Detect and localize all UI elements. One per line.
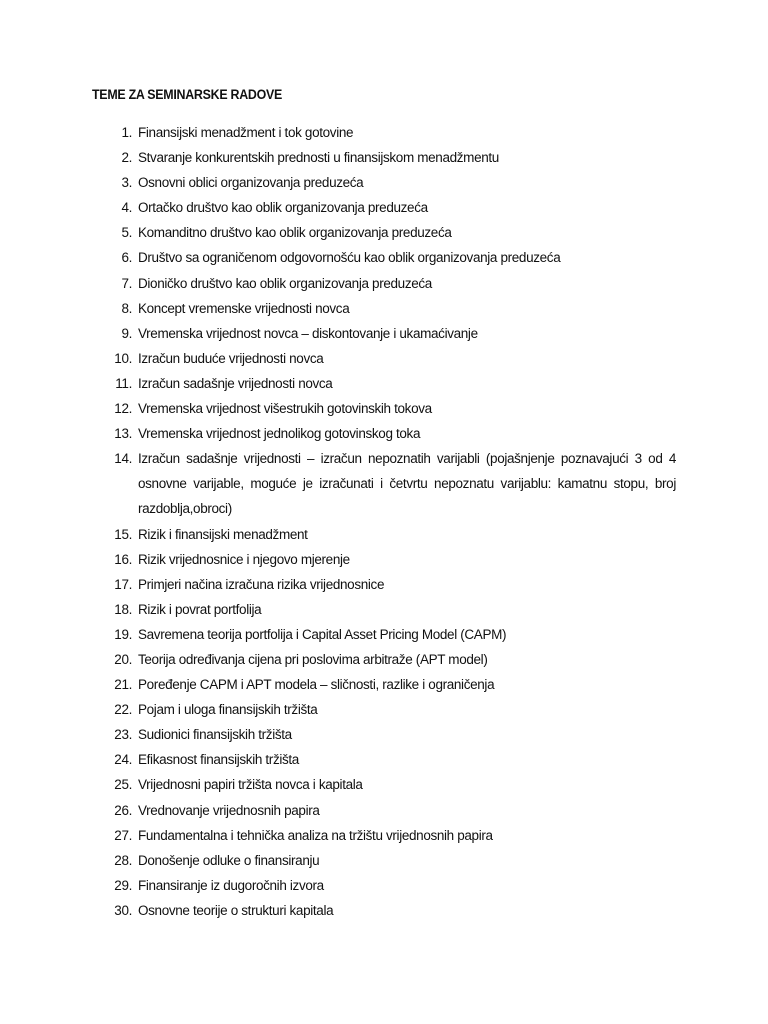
topic-item <box>104 220 676 245</box>
topic-text: Savremena teorija portfolija i Capital Asset Pricing Model (CAPM) <box>138 626 507 642</box>
topic-text: Dioničko društvo kao oblik organizovanja preduzeća <box>138 275 432 291</box>
topic-item <box>104 772 676 797</box>
topic-text: Koncept vremenske vrijednosti novca <box>138 300 350 316</box>
topic-item <box>104 747 676 772</box>
topic-item <box>104 873 676 898</box>
topic-text: Društvo sa ograničenom odgovornošću kao oblik organizovanja preduzeća <box>138 250 561 266</box>
topic-text: Osnovne teorije o strukturi kapitala <box>138 902 334 918</box>
document-title: TEME ZA SEMINARSKE RADOVE <box>92 87 283 102</box>
topic-number: 23. <box>114 727 132 743</box>
topic-number: 6. <box>121 250 132 266</box>
topic-item <box>104 597 676 622</box>
topic-number: 3. <box>121 175 132 191</box>
topic-number: 27. <box>114 827 132 843</box>
topic-number: 2. <box>121 150 132 166</box>
topic-item <box>104 145 676 170</box>
topic-text: Sudionici finansijskih tržišta <box>138 727 292 743</box>
topic-text: Osnovni oblici organizovanja preduzeća <box>138 175 364 191</box>
topic-item <box>104 848 676 873</box>
topic-text: Vremenska vrijednost višestrukih gotovinskih tokova <box>138 401 432 417</box>
topic-number: 22. <box>114 702 132 718</box>
topic-number: 5. <box>121 225 132 241</box>
topic-number: 13. <box>114 426 132 442</box>
topic-item <box>104 672 676 697</box>
topic-text: Izračun sadašnje vrijednosti novca <box>138 375 333 391</box>
topic-text: Efikasnost finansijskih tržišta <box>138 752 299 768</box>
topic-text: Stvaranje konkurentskih prednosti u finansijskom menadžmentu <box>138 150 499 166</box>
topic-number: 28. <box>114 852 132 868</box>
topic-number: 8. <box>121 300 132 316</box>
topic-text: Finansiranje iz dugoročnih izvora <box>138 877 324 893</box>
topic-item <box>104 296 676 321</box>
topic-item <box>104 245 676 270</box>
topic-text: Poređenje CAPM i APT modela – sličnosti, razlike i ograničenja <box>138 677 495 693</box>
topic-item <box>104 421 676 446</box>
topic-text: Fundamentalna i tehnička analiza na tržištu vrijednosnih papira <box>138 827 493 843</box>
topic-number: 7. <box>121 275 132 291</box>
topic-number: 21. <box>114 677 132 693</box>
topic-item <box>104 898 676 923</box>
topic-text: Finansijski menadžment i tok gotovine <box>138 125 354 140</box>
topic-item <box>104 120 676 145</box>
topic-number: 18. <box>114 601 132 617</box>
topic-text: Teorija određivanja cijena pri poslovima arbitraže (APT model) <box>138 651 488 667</box>
topic-text: Izračun sadašnje vrijednosti – izračun nepoznatih varijabli (pojašnjenje poznavajući 3 od 4 osnovne varijable, moguće je izračunati i četvrtu nepoznatu varijablu: kamatnu stopu, broj razdoblja,obroci) <box>138 451 676 517</box>
topic-text: Pojam i uloga finansijskih tržišta <box>138 702 318 718</box>
topic-item <box>104 823 676 848</box>
topic-item <box>104 446 676 521</box>
topic-number: 19. <box>114 626 132 642</box>
topic-item <box>104 371 676 396</box>
topic-text: Vrijednosni papiri tržišta novca i kapitala <box>138 777 363 793</box>
topic-item <box>104 321 676 346</box>
topic-number: 26. <box>114 802 132 818</box>
topic-number: 10. <box>114 350 132 366</box>
topic-item <box>104 271 676 296</box>
topic-number: 15. <box>114 526 132 542</box>
topic-number: 24. <box>114 752 132 768</box>
topic-text: Rizik vrijednosnice i njegovo mjerenje <box>138 551 350 567</box>
topic-item <box>104 572 676 597</box>
topic-item <box>104 396 676 421</box>
topic-item <box>104 647 676 672</box>
topic-item <box>104 346 676 371</box>
topic-number: 20. <box>114 651 132 667</box>
topic-item <box>104 697 676 722</box>
topic-item <box>104 722 676 747</box>
topic-text: Vrednovanje vrijednosnih papira <box>138 802 320 818</box>
topic-number: 9. <box>121 325 132 341</box>
topic-text: Izračun buduće vrijednosti novca <box>138 350 324 366</box>
topic-number: 17. <box>114 576 132 592</box>
topic-item <box>104 195 676 220</box>
topic-number: 29. <box>114 877 132 893</box>
topic-number: 16. <box>114 551 132 567</box>
topic-text: Primjeri načina izračuna rizika vrijednosnice <box>138 576 385 592</box>
topic-item <box>104 547 676 572</box>
topic-number: 14. <box>114 451 132 467</box>
topic-number: 25. <box>114 777 132 793</box>
topic-item <box>104 170 676 195</box>
topic-number: 12. <box>114 401 132 417</box>
topic-number: 30. <box>114 902 132 918</box>
topic-item <box>104 622 676 647</box>
topic-text: Vremenska vrijednost jednolikog gotovinskog toka <box>138 426 421 442</box>
topic-number: 1. <box>121 125 132 140</box>
topic-text: Rizik i finansijski menadžment <box>138 526 308 542</box>
topic-item <box>104 798 676 823</box>
topic-list <box>104 120 676 923</box>
topic-text: Vremenska vrijednost novca – diskontovanje i ukamaćivanje <box>138 325 478 341</box>
topic-text: Rizik i povrat portfolija <box>138 601 262 617</box>
topic-text: Komanditno društvo kao oblik organizovanja preduzeća <box>138 225 452 241</box>
topic-number: 4. <box>121 200 132 216</box>
topic-text: Ortačko društvo kao oblik organizovanja preduzeća <box>138 200 428 216</box>
topic-text: Donošenje odluke o finansiranju <box>138 852 320 868</box>
topic-item <box>104 522 676 547</box>
topic-number: 11. <box>115 375 132 391</box>
